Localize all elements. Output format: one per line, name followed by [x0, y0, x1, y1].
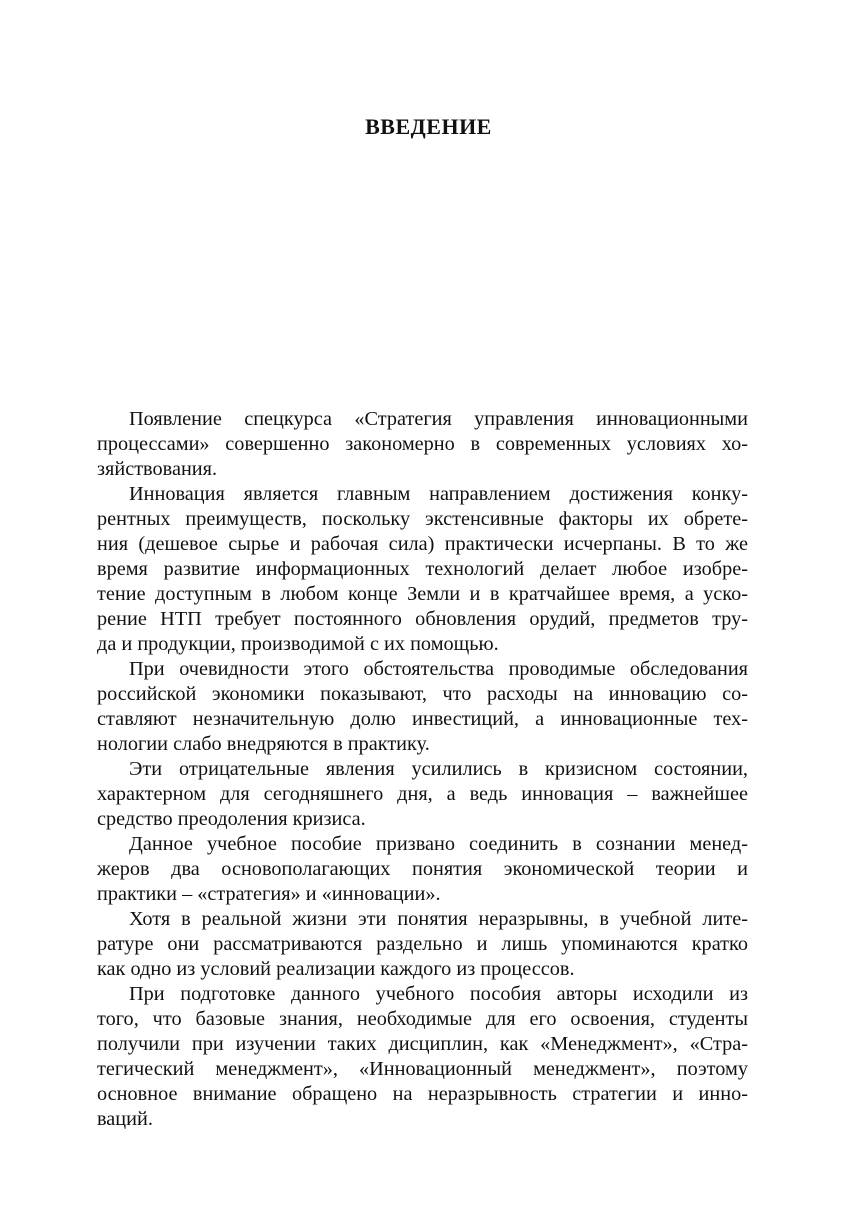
- text-line: При подготовке данного учебного пособия авторы исходили из: [129, 983, 748, 1005]
- text-line: Инновация является главным направлением достижения конку-: [129, 483, 748, 505]
- chapter-title: ВВЕДЕНИЕ: [365, 114, 492, 139]
- text-line: основное внимание обращено на неразрывность стратегии и инно-: [97, 1083, 748, 1105]
- paragraph: [97, 407, 748, 482]
- text-line: получили при изучении таких дисциплин, как «Менеджмент», «Стра-: [97, 1033, 748, 1055]
- text-line: время развитие информационных технологий делает любое изобре-: [97, 558, 748, 580]
- text-line: ставляют незначительную долю инвестиций, а инновационные тех-: [97, 708, 748, 730]
- text-line: российской экономики показывают, что расходы на инновацию со-: [97, 683, 748, 705]
- paragraph: [97, 482, 748, 657]
- paragraph: [97, 982, 748, 1132]
- text-line: практики – «стратегия» и «инновации».: [97, 883, 441, 905]
- text-line: процессами» совершенно закономерно в современных условиях хо-: [97, 433, 748, 455]
- paragraph: [97, 907, 748, 982]
- text-line: При очевидности этого обстоятельства проводимые обследования: [129, 658, 748, 680]
- text-line: да и продукции, производимой с их помощью.: [97, 633, 499, 655]
- text-line: ваций.: [97, 1108, 153, 1130]
- text-line: жеров два основополагающих понятия экономической теории и: [97, 858, 748, 880]
- text-line: Хотя в реальной жизни эти понятия неразрывны, в учебной лите-: [129, 908, 748, 930]
- text-line: Эти отрицательные явления усилились в кризисном состоянии,: [129, 758, 748, 780]
- text-line: характерном для сегодняшнего дня, а ведь инновация – важнейшее: [97, 783, 748, 805]
- text-line: ния (дешевое сырье и рабочая сила) практически исчерпаны. В то же: [97, 533, 748, 555]
- text-line: того, что базовые знания, необходимые для его освоения, студенты: [97, 1008, 748, 1030]
- paragraph: [97, 757, 748, 832]
- paragraph: [97, 657, 748, 757]
- text-line: рентных преимуществ, поскольку экстенсивные факторы их обрете-: [97, 508, 748, 530]
- introduction-text: [97, 407, 748, 1132]
- text-line: Данное учебное пособие призвано соединить в сознании менед-: [129, 833, 748, 855]
- text-line: тение доступным в любом конце Земли и в кратчайшее время, а уско-: [97, 583, 748, 605]
- text-line: тегический менеджмент», «Инновационный менеджмент», поэтому: [97, 1058, 748, 1080]
- text-line: рение НТП требует постоянного обновления орудий, предметов тру-: [97, 608, 748, 630]
- text-line: Появление спецкурса «Стратегия управления инновационными: [129, 408, 748, 430]
- text-line: как одно из условий реализации каждого из процессов.: [97, 958, 575, 980]
- text-line: зяйствования.: [97, 458, 218, 480]
- text-line: ратуре они рассматриваются раздельно и лишь упоминаются кратко: [97, 933, 748, 955]
- paragraph: [97, 832, 748, 907]
- text-line: нологии слабо внедряются в практику.: [97, 733, 430, 755]
- text-line: средство преодоления кризиса.: [97, 808, 366, 830]
